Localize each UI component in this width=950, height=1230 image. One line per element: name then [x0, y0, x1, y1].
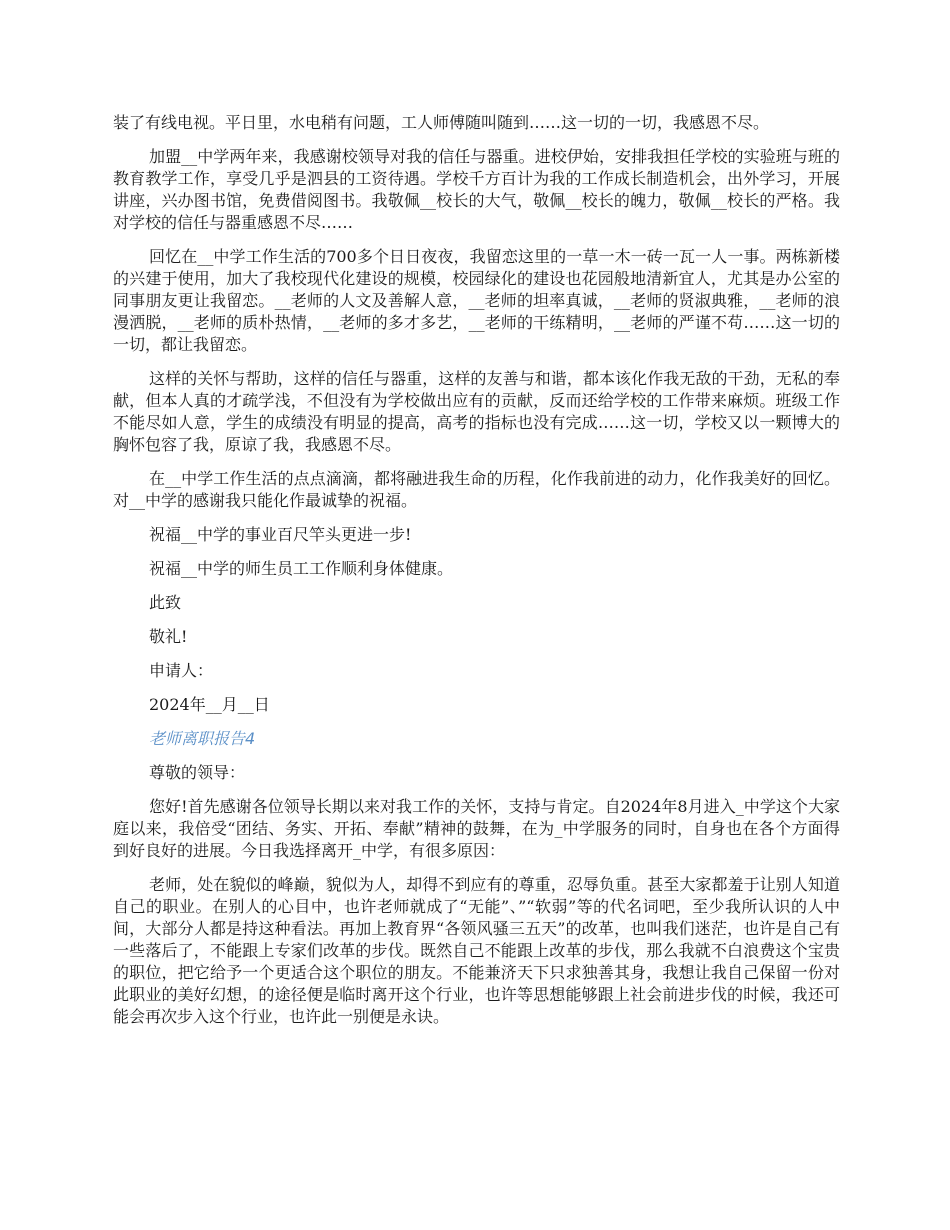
paragraph-blessing-2: 祝福__中学的师生员工工作顺利身体健康。: [149, 559, 454, 578]
closing-cizhi: 此致: [149, 593, 182, 612]
date-line: 2024年__月__日: [149, 695, 270, 714]
paragraph-blessing-1: 祝福__中学的事业百尺竿头更进一步!: [149, 525, 412, 544]
paragraph-memories: 回忆在__中学工作生活的700多个日日夜夜，我留恋这里的一草一木一砖一瓦一人一事。两栋新楼的兴建于使用，加大了我校现代化建设的规模，校园绿化的建设也花园般地清新宜人，尤其是办公室的同事朋友更让我留恋。__老师的人文及善解人意，__老师的坦率真诚，__老师的贤淑典雅，__老师的浪漫洒脱，__老师的质朴热情，__老师的多才多艺，__老师的干练精明，__老师的严谨不苟……这一切的一切，都让我留恋。: [113, 247, 840, 354]
paragraph-reasons: 老师，处在貌似的峰巅，貌似为人，却得不到应有的尊重，忍辱负重。甚至大家都羞于让别人知道自己的职业。在别人的心目中，也许老师就成了“无能”、”“软弱”等的代名词吧，至少我所认识的人中间，大部分人都是持这种看法。再加上教育界“各领风骚三五天”的改革，也叫我们迷茫，也许是自己有一些落后了，不能跟上专家们改革的步伐。既然自己不能跟上改革的步伐，那么我就不白浪费这个宝贵的职位，把它给予一个更适合这个职位的朋友。不能兼济天下只求独善其身，我想让我自己保留一份对此职业的美好幻想，的途径便是临时离开这个行业，也许等思想能够跟上社会前进步伐的时候，我还可能会再次步入这个行业，也许此一别便是永诀。: [113, 875, 840, 1026]
section-title: 老师离职报告4: [149, 729, 256, 748]
paragraph-apology: 这样的关怀与帮助，这样的信任与器重，这样的友善与和谐，都本该化作我无敌的干劲，无私的奉献，但本人真的才疏学浅，不但没有为学校做出应有的贡献，反而还给学校的工作带来麻烦。班级工作不能尽如人意，学生的成绩没有明显的提高，高考的指标也没有完成……这一切，学校又以一颗博大的胸怀包容了我，原谅了我，我感恩不尽。: [113, 369, 840, 454]
closing-jingli: 敬礼!: [149, 627, 188, 646]
paragraph-gratitude-leadership: 加盟__中学两年来，我感谢校领导对我的信任与器重。进校伊始，安排我担任学校的实验班与班的教育教学工作，享受几乎是泗县的工资待遇。学校千方百计为我的工作成长制造机会，出外学习，开展讲座，兴办图书馆，免费借阅图书。我敬佩__校长的大气，敬佩__校长的魄力，敬佩__校长的严格。我对学校的信任与器重感恩不尽……: [113, 147, 840, 232]
paragraph-blessing-intro: 在__中学工作生活的点点滴滴，都将融进我生命的历程，化作我前进的动力，化作我美好的回忆。对__中学的感谢我只能化作最诚挚的祝福。: [113, 469, 840, 510]
paragraph-opening: 您好!首先感谢各位领导长期以来对我工作的关怀，支持与肯定。自2024年8月进入_中学这个大家庭以来，我倍受“团结、务实、开拓、奉献”精神的鼓舞，在为_中学服务的同时，自身也在各个方面得到好良好的进展。今日我选择离开_中学，有很多原因：: [113, 797, 840, 860]
document-body: [113, 112, 840, 1040]
paragraph-continued: 装了有线电视。平日里，水电稍有问题，工人师傅随叫随到……这一切的一切，我感恩不尽。: [113, 113, 770, 132]
salutation: 尊敬的领导：: [149, 763, 246, 782]
applicant-label: 申请人：: [149, 661, 214, 680]
